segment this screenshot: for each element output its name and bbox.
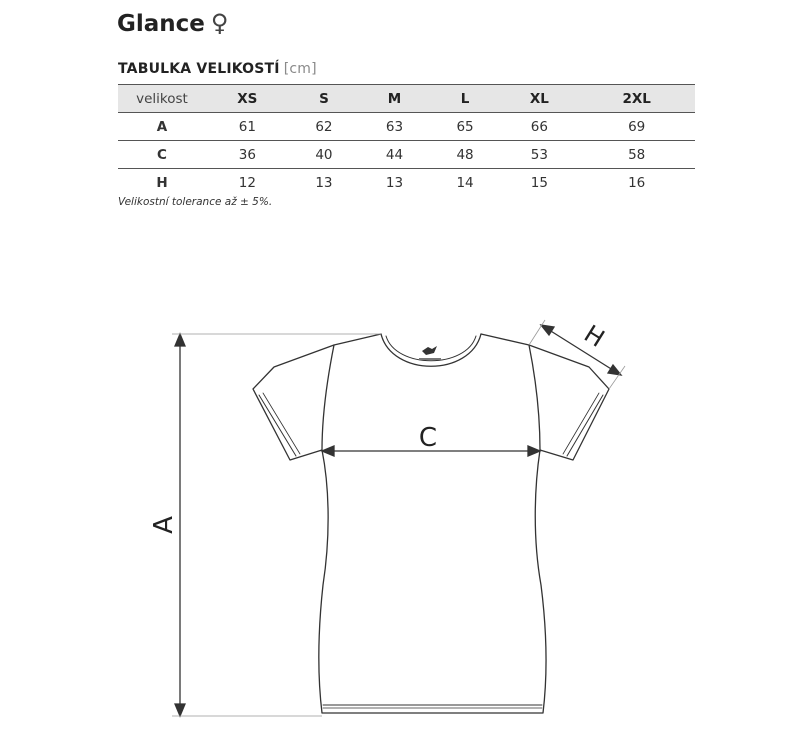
row-label-c: C <box>118 141 206 169</box>
dimension-h-label: H <box>579 319 610 353</box>
table-cell: 48 <box>430 141 501 169</box>
size-tolerance-note: Velikostní tolerance až ± 5%. <box>118 196 273 208</box>
right-armhole-seam <box>529 345 540 450</box>
product-name: Glance <box>117 11 205 37</box>
row-label-h: H <box>156 174 168 191</box>
size-header-xl: XL <box>500 85 578 113</box>
size-header-s: S <box>289 85 360 113</box>
table-cell: 62 <box>289 113 360 141</box>
table-cell: 53 <box>500 141 578 169</box>
table-cell: 13 <box>385 174 404 191</box>
table-cell: 61 <box>206 113 289 141</box>
dimension-h-extension-top <box>529 320 545 345</box>
dimension-a-arrow-top <box>175 334 185 346</box>
dimension-c-arrow-right <box>528 446 540 456</box>
left-sleeve-hem <box>259 395 296 456</box>
table-cell: 63 <box>359 113 430 141</box>
table-cell: 65 <box>430 113 501 141</box>
row-label-a: A <box>118 113 206 141</box>
table-cell: 12 <box>238 174 256 191</box>
dimension-h-arrow-bottom <box>608 365 621 375</box>
left-armhole-seam <box>322 345 334 450</box>
table-cell: 14 <box>456 174 474 191</box>
table-cell: 69 <box>578 113 695 141</box>
dimension-h-arrow-top <box>541 325 554 335</box>
table-cell: 66 <box>500 113 578 141</box>
size-header-label: velikost <box>118 85 206 113</box>
table-cell: 36 <box>206 141 289 169</box>
dimension-c-label: C <box>418 423 438 453</box>
size-header-2xl: 2XL <box>578 85 695 113</box>
dimension-a-label: A <box>149 516 179 534</box>
table-cell: 58 <box>578 141 695 169</box>
size-table-title: TABULKA VELIKOSTÍ <box>118 61 280 77</box>
tshirt-outline <box>253 334 609 713</box>
right-sleeve-hem <box>567 395 603 456</box>
female-symbol-icon: ♀ <box>210 9 229 37</box>
tshirt-collar-inner <box>386 336 476 361</box>
size-table-unit: [cm] <box>283 61 317 77</box>
size-header-xs: XS <box>206 85 289 113</box>
table-cell: 15 <box>530 174 548 191</box>
dimension-c-arrow-left <box>322 446 334 456</box>
brand-logo-icon <box>419 346 441 360</box>
table-cell: 40 <box>289 141 360 169</box>
table-cell: 13 <box>315 174 333 191</box>
size-header-m: M <box>359 85 430 113</box>
size-header-l: L <box>430 85 501 113</box>
dimension-a-arrow-bottom <box>175 704 185 716</box>
table-cell: 16 <box>628 174 646 191</box>
table-cell: 44 <box>359 141 430 169</box>
